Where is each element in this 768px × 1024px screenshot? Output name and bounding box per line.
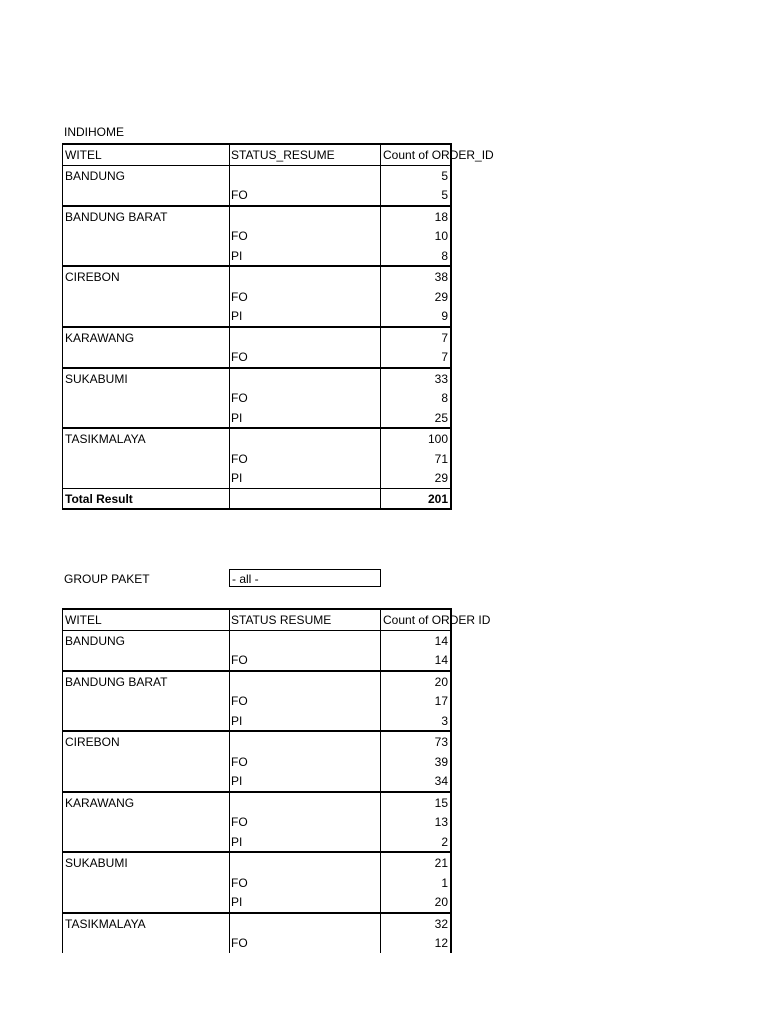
column-divider (229, 145, 230, 508)
count-value: 2 (441, 834, 448, 849)
witel-name: SUKABUMI (65, 856, 128, 870)
status-value: FO (231, 350, 248, 364)
witel-group (63, 205, 450, 266)
witel-group (63, 265, 450, 326)
witel-name: BANDUNG (65, 633, 126, 648)
status-row (63, 812, 450, 832)
group-total-count: 7 (441, 330, 448, 345)
column-header-count: Count of ORDER ID (383, 613, 491, 627)
group-total-count: 100 (427, 432, 448, 446)
group-total-row (63, 732, 450, 752)
status-value: FO (231, 451, 248, 466)
count-value: 12 (434, 936, 448, 950)
status-value: FO (231, 188, 248, 202)
witel-name: KARAWANG (65, 795, 135, 810)
count-value: 9 (441, 309, 448, 323)
witel-name: KARAWANG (65, 330, 135, 345)
witel-name: BANDUNG (65, 168, 126, 183)
status-value: PI (231, 895, 243, 909)
status-row (63, 347, 450, 367)
status-row (63, 226, 450, 246)
status-row (63, 752, 450, 772)
status-value: FO (231, 875, 248, 890)
status-value: PI (231, 713, 243, 728)
count-value: 7 (441, 350, 448, 364)
group-total-count: 38 (434, 270, 448, 284)
status-value: PI (231, 834, 243, 849)
status-value: PI (231, 410, 243, 425)
group-total-row (63, 166, 450, 186)
count-value: 5 (441, 188, 448, 202)
column-header-witel: WITEL (65, 613, 102, 627)
status-row (63, 691, 450, 711)
status-row (63, 771, 450, 791)
column-divider (229, 610, 230, 953)
count-value: 10 (434, 229, 448, 243)
witel-group (63, 326, 450, 367)
count-value: 29 (434, 289, 448, 304)
status-value: FO (231, 694, 248, 708)
witel-group (63, 670, 450, 731)
witel-group (63, 165, 450, 205)
count-value: 17 (434, 694, 448, 708)
status-row (63, 468, 450, 488)
group-total-count: 5 (441, 168, 448, 183)
count-value: 3 (441, 713, 448, 728)
witel-name: BANDUNG BARAT (65, 674, 168, 689)
witel-name: CIREBON (65, 270, 120, 284)
status-value: PI (231, 774, 243, 788)
group-total-count: 33 (434, 371, 448, 386)
group-total-count: 14 (434, 633, 448, 648)
count-value: 20 (434, 895, 448, 909)
witel-group (63, 730, 450, 791)
group-total-row (63, 914, 450, 934)
header-row (63, 145, 494, 165)
group-total-count: 15 (434, 795, 448, 810)
total-result-label: Total Result (65, 491, 133, 506)
group-total-count: 73 (434, 735, 448, 749)
group-total-row (63, 429, 450, 449)
count-value: 8 (441, 248, 448, 263)
column-header-count: Count of ORDER_ID (383, 148, 494, 162)
witel-name: BANDUNG BARAT (65, 209, 168, 224)
status-value: FO (231, 229, 248, 243)
count-value: 34 (434, 774, 448, 788)
status-row (63, 933, 450, 953)
status-row (63, 408, 450, 428)
count-value: 71 (434, 451, 448, 466)
status-row (63, 388, 450, 408)
witel-name: CIREBON (65, 735, 120, 749)
status-row (63, 287, 450, 307)
status-row (63, 306, 450, 326)
status-value: FO (231, 815, 248, 829)
column-divider (380, 145, 381, 508)
status-row (63, 246, 450, 266)
witel-name: SUKABUMI (65, 371, 128, 386)
status-value: PI (231, 471, 243, 485)
status-row (63, 873, 450, 893)
witel-name: TASIKMALAYA (65, 432, 146, 446)
count-value: 14 (434, 653, 448, 667)
status-value: FO (231, 936, 248, 950)
count-value: 13 (434, 815, 448, 829)
count-value: 39 (434, 754, 448, 769)
status-row (63, 650, 450, 670)
group-total-count: 20 (434, 674, 448, 689)
column-divider (380, 610, 381, 953)
group-total-row (63, 793, 450, 813)
witel-name: TASIKMALAYA (65, 916, 146, 931)
witel-group (63, 851, 450, 912)
count-value: 25 (434, 410, 448, 425)
group-total-row (63, 631, 450, 651)
status-value: PI (231, 248, 243, 263)
status-row (63, 185, 450, 205)
witel-group (63, 427, 450, 488)
status-value: FO (231, 754, 248, 769)
status-value: PI (231, 309, 243, 323)
pivot1-title: INDIHOME (64, 125, 124, 139)
group-total-row (63, 328, 450, 348)
total-result-row (63, 488, 450, 509)
group-paket-filter[interactable]: - all - (229, 569, 381, 587)
count-value: 1 (441, 875, 448, 890)
status-row (63, 892, 450, 912)
column-header-status: STATUS RESUME (231, 613, 332, 627)
filter-label: GROUP PAKET (64, 572, 150, 586)
total-result-value: 201 (427, 491, 448, 506)
status-row (63, 832, 450, 852)
witel-group (63, 912, 450, 953)
header-row (63, 610, 491, 630)
group-total-count: 18 (434, 209, 448, 224)
group-total-row (63, 853, 450, 873)
count-value: 8 (441, 391, 448, 405)
column-header-status: STATUS_RESUME (231, 148, 335, 162)
column-header-witel: WITEL (65, 148, 102, 162)
status-row (63, 711, 450, 731)
group-total-row (63, 267, 450, 287)
group-total-count: 21 (434, 856, 448, 870)
group-total-row (63, 672, 450, 692)
group-total-row (63, 207, 450, 227)
pivot-table-indihome (62, 143, 494, 510)
witel-group (63, 791, 450, 852)
witel-group (63, 367, 450, 428)
status-value: FO (231, 391, 248, 405)
status-value: FO (231, 289, 248, 304)
status-value: FO (231, 653, 248, 667)
group-total-row (63, 369, 450, 389)
group-total-count: 32 (434, 916, 448, 931)
pivot-table-group-paket (62, 608, 491, 953)
witel-group (63, 630, 450, 670)
count-value: 29 (434, 471, 448, 485)
status-row (63, 449, 450, 469)
